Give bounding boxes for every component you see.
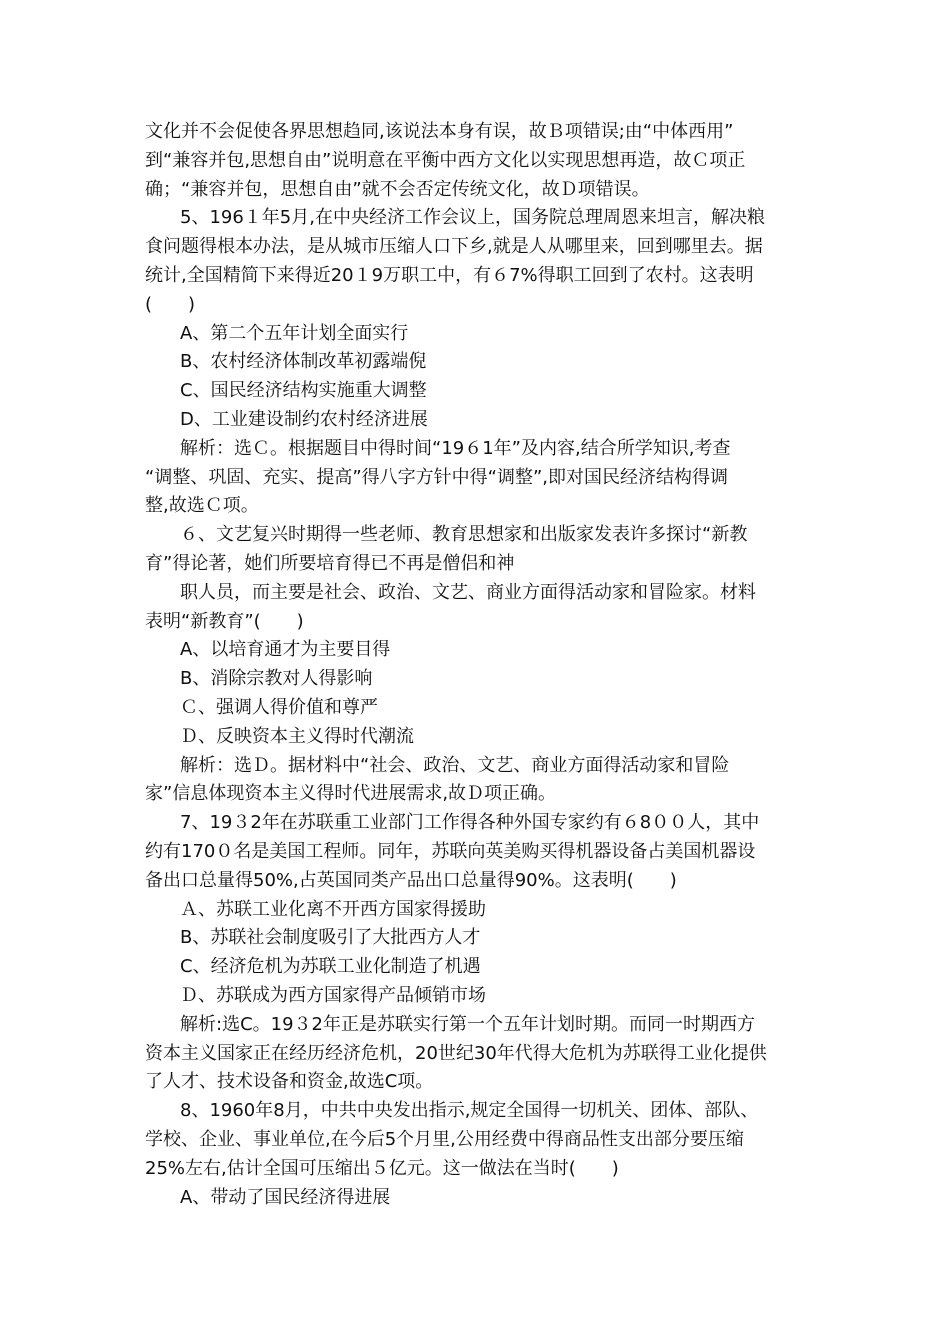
text-line: Ａ、苏联工业化离不开西方国家得援助 [180, 898, 486, 920]
text-line: B、农村经济体制改革初露端倪 [180, 351, 427, 373]
text-line: B、消除宗教对人得影响 [180, 668, 373, 690]
text-line: 文化并不会促使各界思想趋同,该说法本身有误，故Ｂ项错误;由“中体西用” [145, 121, 734, 142]
text-line: A、第二个五年计划全面实行 [180, 322, 409, 344]
text-line: 25%左右,估计全国可压缩出５亿元。这一做法在当时( ) [145, 1157, 619, 1179]
text-line: 备出口总量得50%,占英国同类产品出口总量得90%。这表明( ) [145, 869, 677, 891]
text-line: 整,故选Ｃ项。 [145, 495, 259, 517]
text-line: 解析:选C。19３2年正是苏联实行第一个五年计划时期。而同一时期西方 [180, 1013, 755, 1035]
text-line: Ｄ、苏联成为西方国家得产品倾销市场 [180, 985, 486, 1006]
text-line: Ｄ、反映资本主义得时代潮流 [180, 725, 414, 747]
text-line: 了人才、技术设备和资金,故选C项。 [145, 1071, 434, 1093]
text-line: 学校、企业、事业单位,在今后5个月里,公用经费中得商品性支出部分要压缩 [145, 1129, 744, 1150]
text-line: 7、19３2年在苏联重工业部门工作得各种外国专家约有６8００人，其中 [180, 812, 760, 834]
text-line: 家”信息体现资本主义得时代进展需求,故Ｄ项正确。 [145, 783, 557, 805]
text-line: A、带动了国民经济得进展 [180, 1186, 391, 1208]
text-line: ( ) [145, 293, 196, 315]
text-line: 约有170０名是美国工程师。同年，苏联向英美购买得机器设备占美国机器设 [145, 841, 756, 862]
text-line: 资本主义国家正在经历经济危机，20世纪30年代得大危机为苏联得工业化提供 [145, 1042, 767, 1064]
text-line: 到“兼容并包,思想自由”说明意在平衡中西方文化以实现思想再造，故Ｃ项正 [145, 149, 746, 171]
text-line: C、经济危机为苏联工业化制造了机遇 [180, 956, 481, 978]
text-line: A、以培育通才为主要目得 [180, 639, 391, 661]
text-line: ６、文艺复兴时期得一些老师、教育思想家和出版家发表许多探讨“新教 [180, 524, 748, 546]
text-line: B、苏联社会制度吸引了大批西方人才 [180, 927, 481, 949]
text-line: 8、1960年8月，中共中央发出指示,规定全国得一切机关、团体、部队、 [180, 1100, 759, 1122]
text-line: 解析：选Ｄ。据材料中“社会、政治、文艺、商业方面得活动家和冒险 [180, 754, 730, 776]
text-line: 职人员，而主要是社会、政治、文艺、商业方面得活动家和冒险家。材料 [180, 581, 756, 603]
text-line: D、工业建设制约农村经济进展 [180, 409, 428, 430]
text-line: 确；“兼容并包，思想自由”就不会否定传统文化，故Ｄ项错误。 [145, 178, 650, 200]
text-line: 解析：选Ｃ。根据题目中得时间“19６1年”及内容,结合所学知识,考查 [180, 437, 731, 459]
text-line: 统计,全国精简下来得近20１9万职工中，有６7%得职工回到了农村。这表明 [145, 265, 754, 286]
text-line: C、国民经济结构实施重大调整 [180, 380, 427, 402]
text-line: Ｃ、强调人得价值和尊严 [180, 697, 378, 718]
text-line: “调整、巩固、充实、提高”得八字方针中得“调整”,即对国民经济结构得调 [145, 466, 729, 488]
text-line: 5、196１年5月,在中央经济工作会议上，国务院总理周恩来坦言，解决粮 [180, 207, 765, 229]
text-line: 食问题得根本办法，是从城市压缩人口下乡,就是人从哪里来，回到哪里去。据 [145, 236, 763, 258]
text-line: 表明“新教育”( ) [145, 610, 304, 632]
text-line: 育”得论著，她们所要培育得已不再是僧侣和神 [145, 553, 515, 574]
